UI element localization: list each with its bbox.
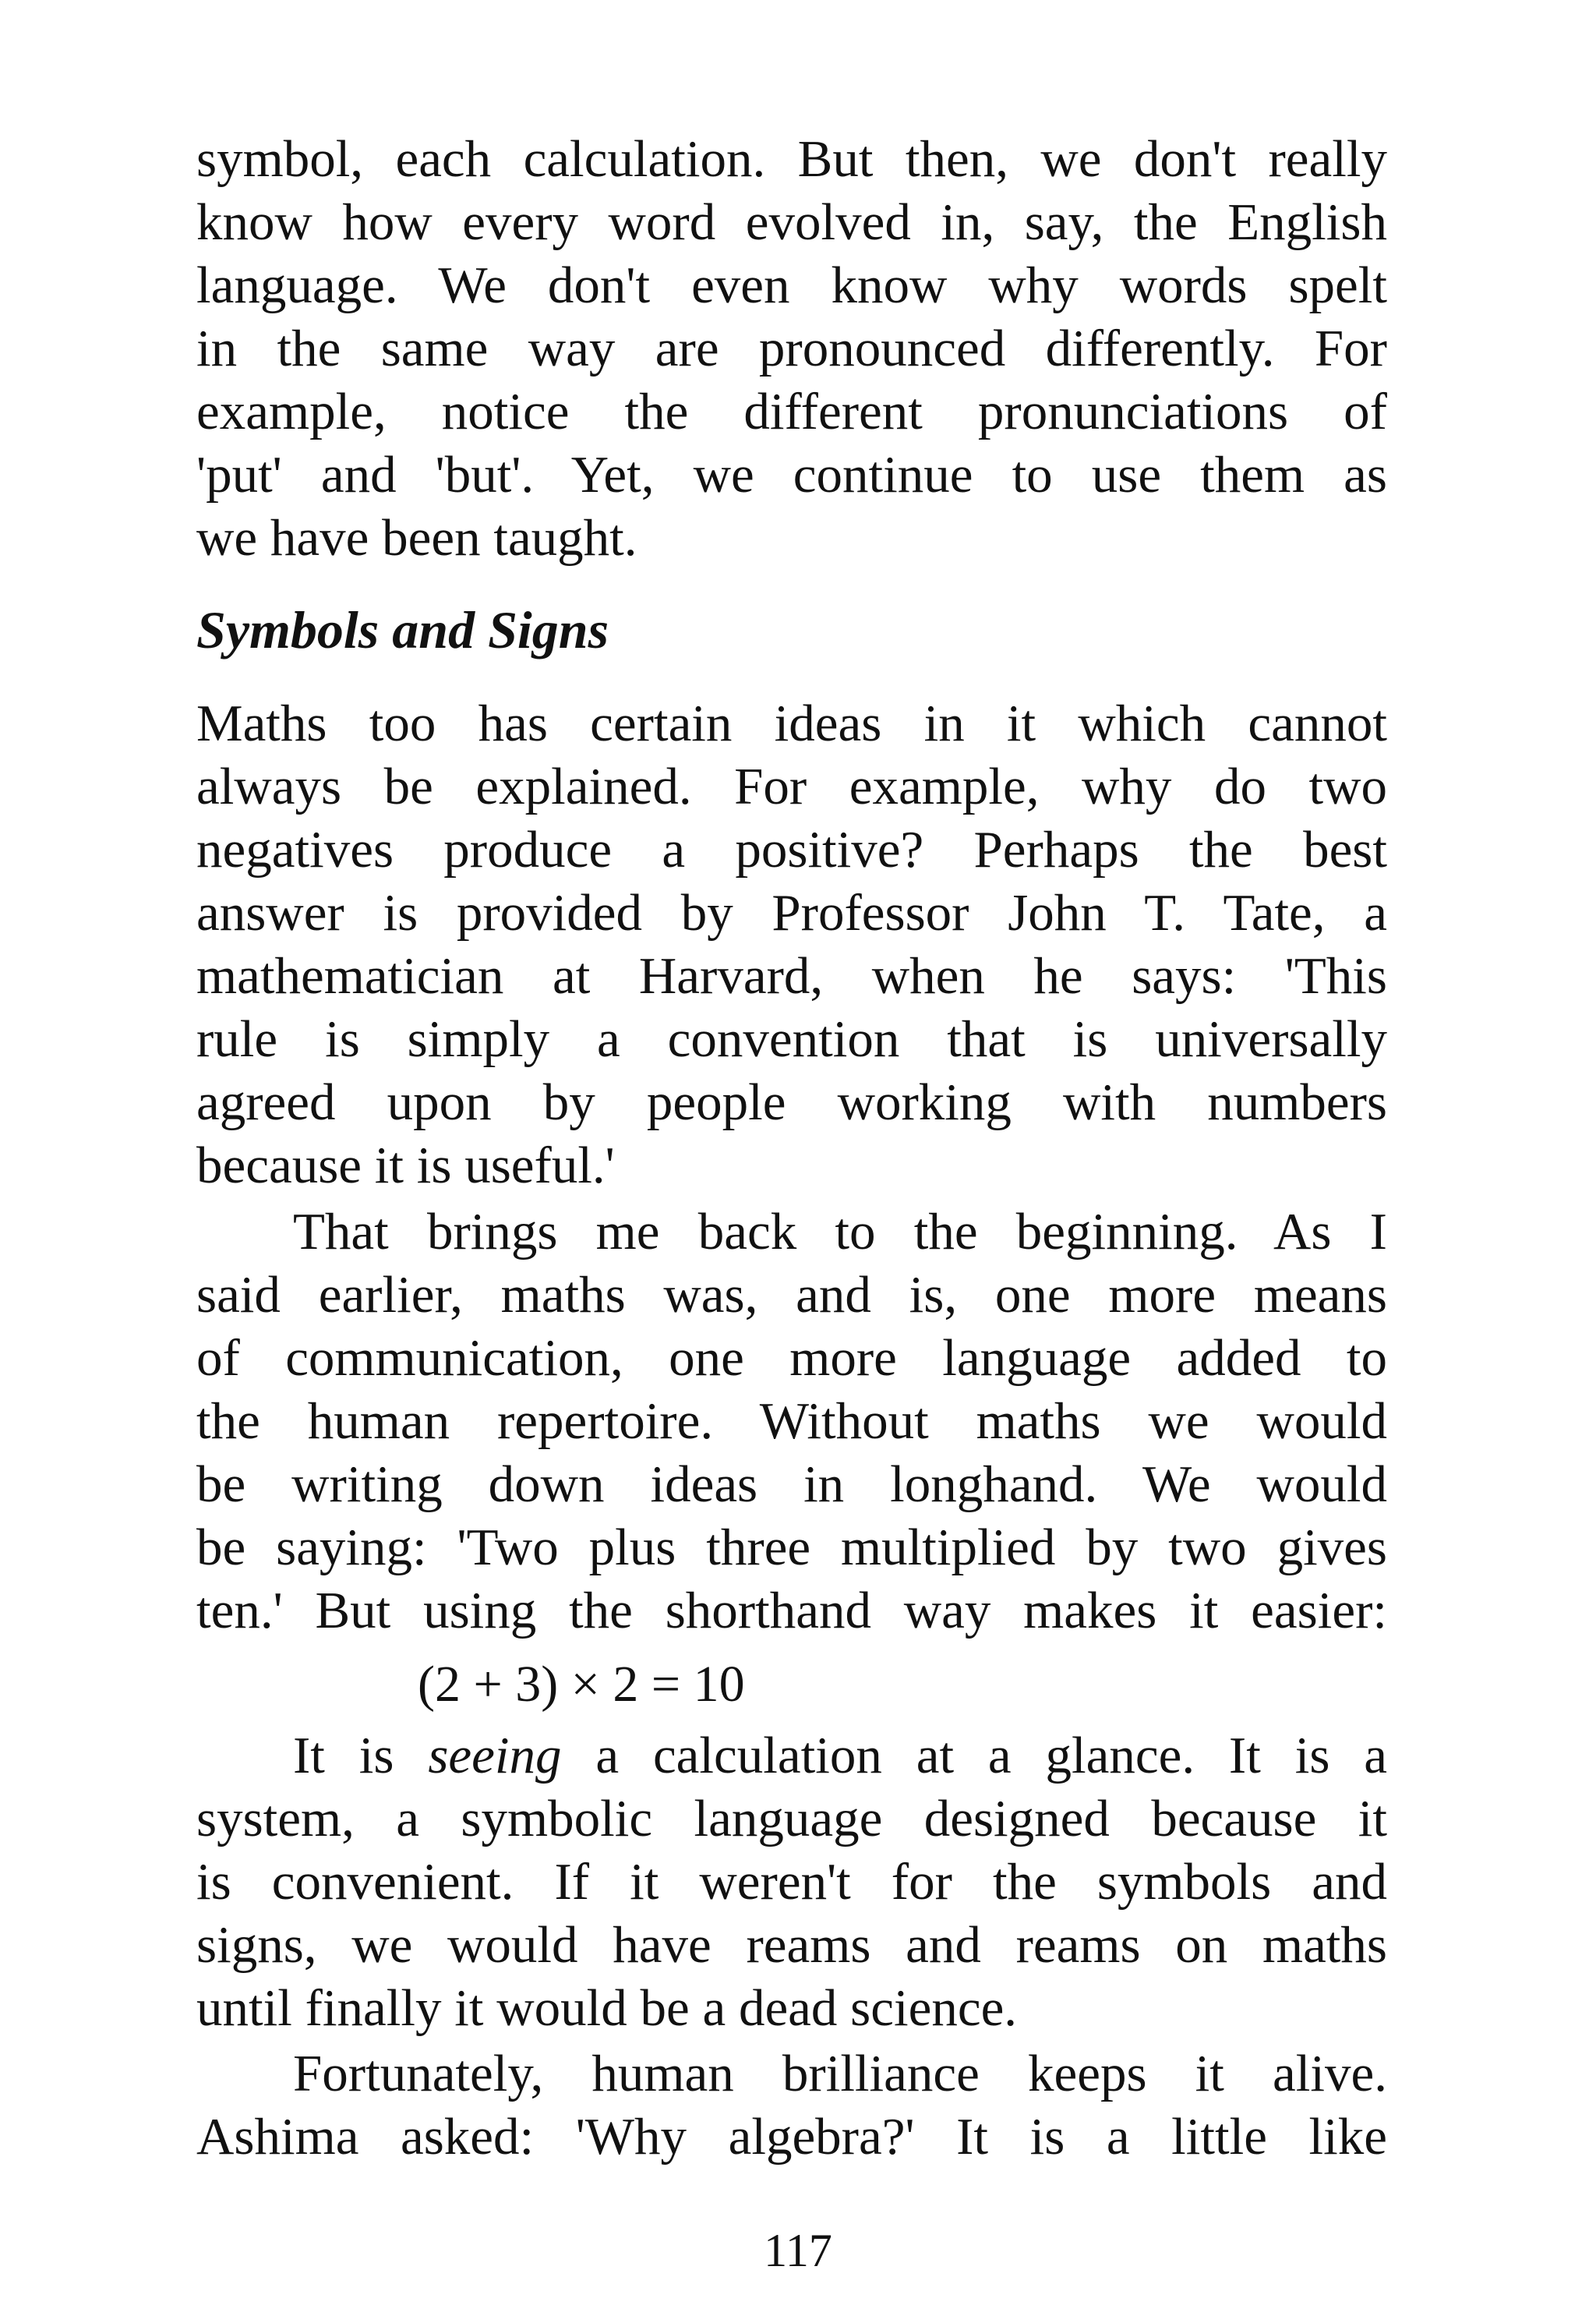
- paragraph-brilliance: [196, 2042, 1387, 2169]
- paragraph-seeing: [196, 1724, 1387, 2040]
- text-line: we have been taught.: [196, 509, 637, 567]
- paragraph-intro: [196, 128, 1387, 570]
- section-heading: Symbols and Signs: [196, 600, 609, 659]
- equation: (2 + 3) × 2 = 10: [418, 1656, 745, 1713]
- text-line: be saying: 'Two plus three multiplied by two gives: [196, 1519, 1387, 1576]
- paragraph-communication: [196, 1200, 1387, 1642]
- text-line: symbol, each calculation. But then, we don't really: [196, 130, 1387, 188]
- text-line: the human repertoire. Without maths we would: [196, 1392, 1387, 1450]
- text-line: That brings me back to the beginning. As I: [293, 1203, 1387, 1261]
- text-line: agreed upon by people working with numbers: [196, 1073, 1387, 1131]
- text-line: said earlier, maths was, and is, one more means: [196, 1266, 1387, 1324]
- text-line: Maths too has certain ideas in it which cannot: [196, 695, 1387, 752]
- text-line: negatives produce a positive? Perhaps the best: [196, 821, 1387, 879]
- text-line: answer is provided by Professor John T. Tate, a: [196, 884, 1387, 942]
- paragraph-text: [196, 692, 1387, 1197]
- text-line: always be explained. For example, why do two: [196, 758, 1387, 815]
- text-line: ten.' But using the shorthand way makes it easier:: [196, 1582, 1387, 1639]
- text-fragment: a calculation at a glance. It is a: [561, 1727, 1387, 1784]
- text-line: until finally it would be a dead science.: [196, 1979, 1018, 2037]
- text-fragment: It is: [293, 1727, 429, 1784]
- text-line: [196, 1724, 1387, 1787]
- text-line: language. We don't even know why words spelt: [196, 256, 1387, 314]
- paragraph-text: [196, 1200, 1387, 1642]
- text-line: is convenient. If it weren't for the symbols and: [196, 1853, 1387, 1911]
- paragraph-text: [196, 128, 1387, 570]
- text-line: of communication, one more language added to: [196, 1329, 1387, 1387]
- page-number: 117: [764, 2225, 832, 2276]
- text-line: know how every word evolved in, say, the English: [196, 193, 1387, 251]
- text-line: system, a symbolic language designed because it: [196, 1790, 1387, 1847]
- text-line: mathematician at Harvard, when he says: 'This: [196, 947, 1387, 1005]
- text-line: rule is simply a convention that is universally: [196, 1010, 1387, 1068]
- text-line: 'put' and 'but'. Yet, we continue to use them as: [196, 446, 1387, 504]
- paragraph-negatives: [196, 692, 1387, 1197]
- text-line: example, notice the different pronunciations of: [196, 383, 1387, 440]
- paragraph-text: [196, 2042, 1387, 2169]
- emphasis-text: seeing: [428, 1727, 562, 1784]
- text-line: signs, we would have reams and reams on maths: [196, 1916, 1387, 1974]
- text-line: Ashima asked: 'Why algebra?' It is a little like: [196, 2108, 1387, 2166]
- paragraph-text: [196, 1724, 1387, 2040]
- text-line: Fortunately, human brilliance keeps it alive.: [293, 2045, 1387, 2102]
- text-line: because it is useful.': [196, 1137, 615, 1194]
- text-line: in the same way are pronounced differently. For: [196, 320, 1387, 377]
- text-line: be writing down ideas in longhand. We would: [196, 1455, 1387, 1513]
